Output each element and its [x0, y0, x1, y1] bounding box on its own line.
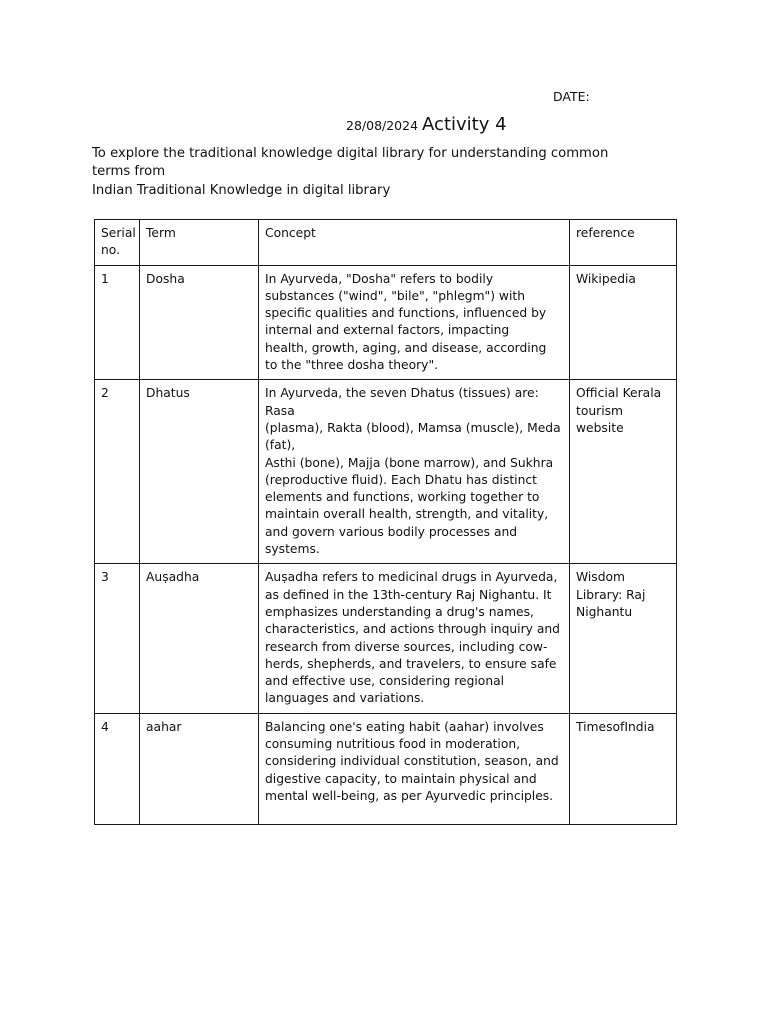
- concept-line: Balancing one's eating habit (aahar) involves: [265, 719, 544, 734]
- header-reference: reference: [570, 220, 677, 266]
- table-row: [95, 265, 677, 380]
- reference-line: tourism: [576, 403, 623, 418]
- header-term: Term: [140, 220, 259, 266]
- concept-line: as defined in the 13th-century Raj Nighantu. It: [265, 587, 552, 602]
- aim-line: terms from: [92, 164, 166, 180]
- concept-line: digestive capacity, to maintain physical and: [265, 771, 537, 786]
- cell-term: aahar: [140, 713, 259, 824]
- concept-line: internal and external factors, impacting: [265, 323, 510, 338]
- cell-serial: 1: [95, 265, 140, 380]
- concept-line: (reproductive fluid). Each Dhatu has distinct: [265, 472, 537, 487]
- cell-term: Dosha: [140, 265, 259, 380]
- cell-concept: [259, 564, 570, 713]
- reference-line: Nighantu: [576, 604, 633, 619]
- concept-line: specific qualities and functions, influenced by: [265, 306, 547, 321]
- reference-line: TimesofIndia: [576, 719, 655, 734]
- concept-line: maintain overall health, strength, and vitality,: [265, 507, 549, 522]
- concept-line: In Ayurveda, "Dosha" refers to bodily: [265, 271, 494, 286]
- cell-concept: [259, 713, 570, 824]
- concept-line: consuming nutritious food in moderation,: [265, 737, 521, 752]
- cell-reference: [570, 380, 677, 564]
- cell-term: Auṣadha: [140, 564, 259, 713]
- concept-line: elements and functions, working together to: [265, 490, 540, 505]
- header-serial-line: Serial: [101, 226, 136, 240]
- page-title: Activity 4: [422, 114, 507, 135]
- cell-concept: [259, 380, 570, 564]
- header-serial-line: no.: [101, 243, 121, 258]
- concept-line: emphasizes understanding a drug's names,: [265, 604, 534, 619]
- aim-line: To explore the traditional knowledge digital library for understanding common: [92, 146, 609, 161]
- reference-line: Wikipedia: [576, 271, 636, 286]
- cell-serial: 4: [95, 713, 140, 824]
- date-label: DATE:: [553, 89, 590, 104]
- cell-reference: [570, 265, 677, 380]
- concept-line: In Ayurveda, the seven Dhatus (tissues) are:: [265, 386, 539, 401]
- concept-line: research from diverse sources, including cow-: [265, 639, 548, 654]
- concept-line: Auṣadha refers to medicinal drugs in Ayurveda,: [265, 570, 558, 585]
- aim-paragraph: [92, 145, 652, 200]
- cell-reference: [570, 564, 677, 713]
- table-row: [95, 380, 677, 564]
- concept-line: substances ("wind", "bile", "phlegm") with: [265, 288, 526, 303]
- header-serial: [95, 220, 140, 266]
- table-row: [95, 564, 677, 713]
- concept-line: health, growth, aging, and disease, according: [265, 340, 547, 355]
- concept-line: and effective use, considering regional: [265, 674, 505, 689]
- cell-serial: 2: [95, 380, 140, 564]
- table-header-row: [95, 220, 677, 266]
- concept-line: Asthi (bone), Majja (bone marrow), and Sukhra: [265, 455, 554, 470]
- terms-table: [94, 219, 677, 825]
- reference-line: website: [576, 420, 624, 435]
- cell-term: Dhatus: [140, 380, 259, 564]
- concept-line: (fat),: [265, 438, 296, 453]
- concept-line: considering individual constitution, season, and: [265, 754, 559, 769]
- concept-line: systems.: [265, 542, 320, 557]
- header-concept: Concept: [259, 220, 570, 266]
- reference-line: Library: Raj: [576, 587, 646, 602]
- concept-line: (plasma), Rakta (blood), Mamsa (muscle), Meda: [265, 420, 561, 435]
- cell-serial: 3: [95, 564, 140, 713]
- title-line: [346, 113, 507, 138]
- reference-line: Official Kerala: [576, 386, 662, 401]
- concept-line: characteristics, and actions through inquiry and: [265, 622, 560, 637]
- concept-line: Rasa: [265, 403, 295, 418]
- concept-line: and govern various bodily processes and: [265, 524, 518, 539]
- aim-line: Indian Traditional Knowledge in digital library: [92, 182, 391, 198]
- cell-reference: [570, 713, 677, 824]
- concept-line: to the "three dosha theory".: [265, 358, 439, 373]
- cell-concept: [259, 265, 570, 380]
- table-row: [95, 713, 677, 824]
- concept-line: mental well-being, as per Ayurvedic principles.: [265, 788, 554, 803]
- reference-line: Wisdom: [576, 570, 626, 585]
- activity-date: 28/08/2024: [346, 118, 419, 133]
- concept-line: herds, shepherds, and travelers, to ensure safe: [265, 656, 557, 671]
- concept-line: languages and variations.: [265, 691, 425, 706]
